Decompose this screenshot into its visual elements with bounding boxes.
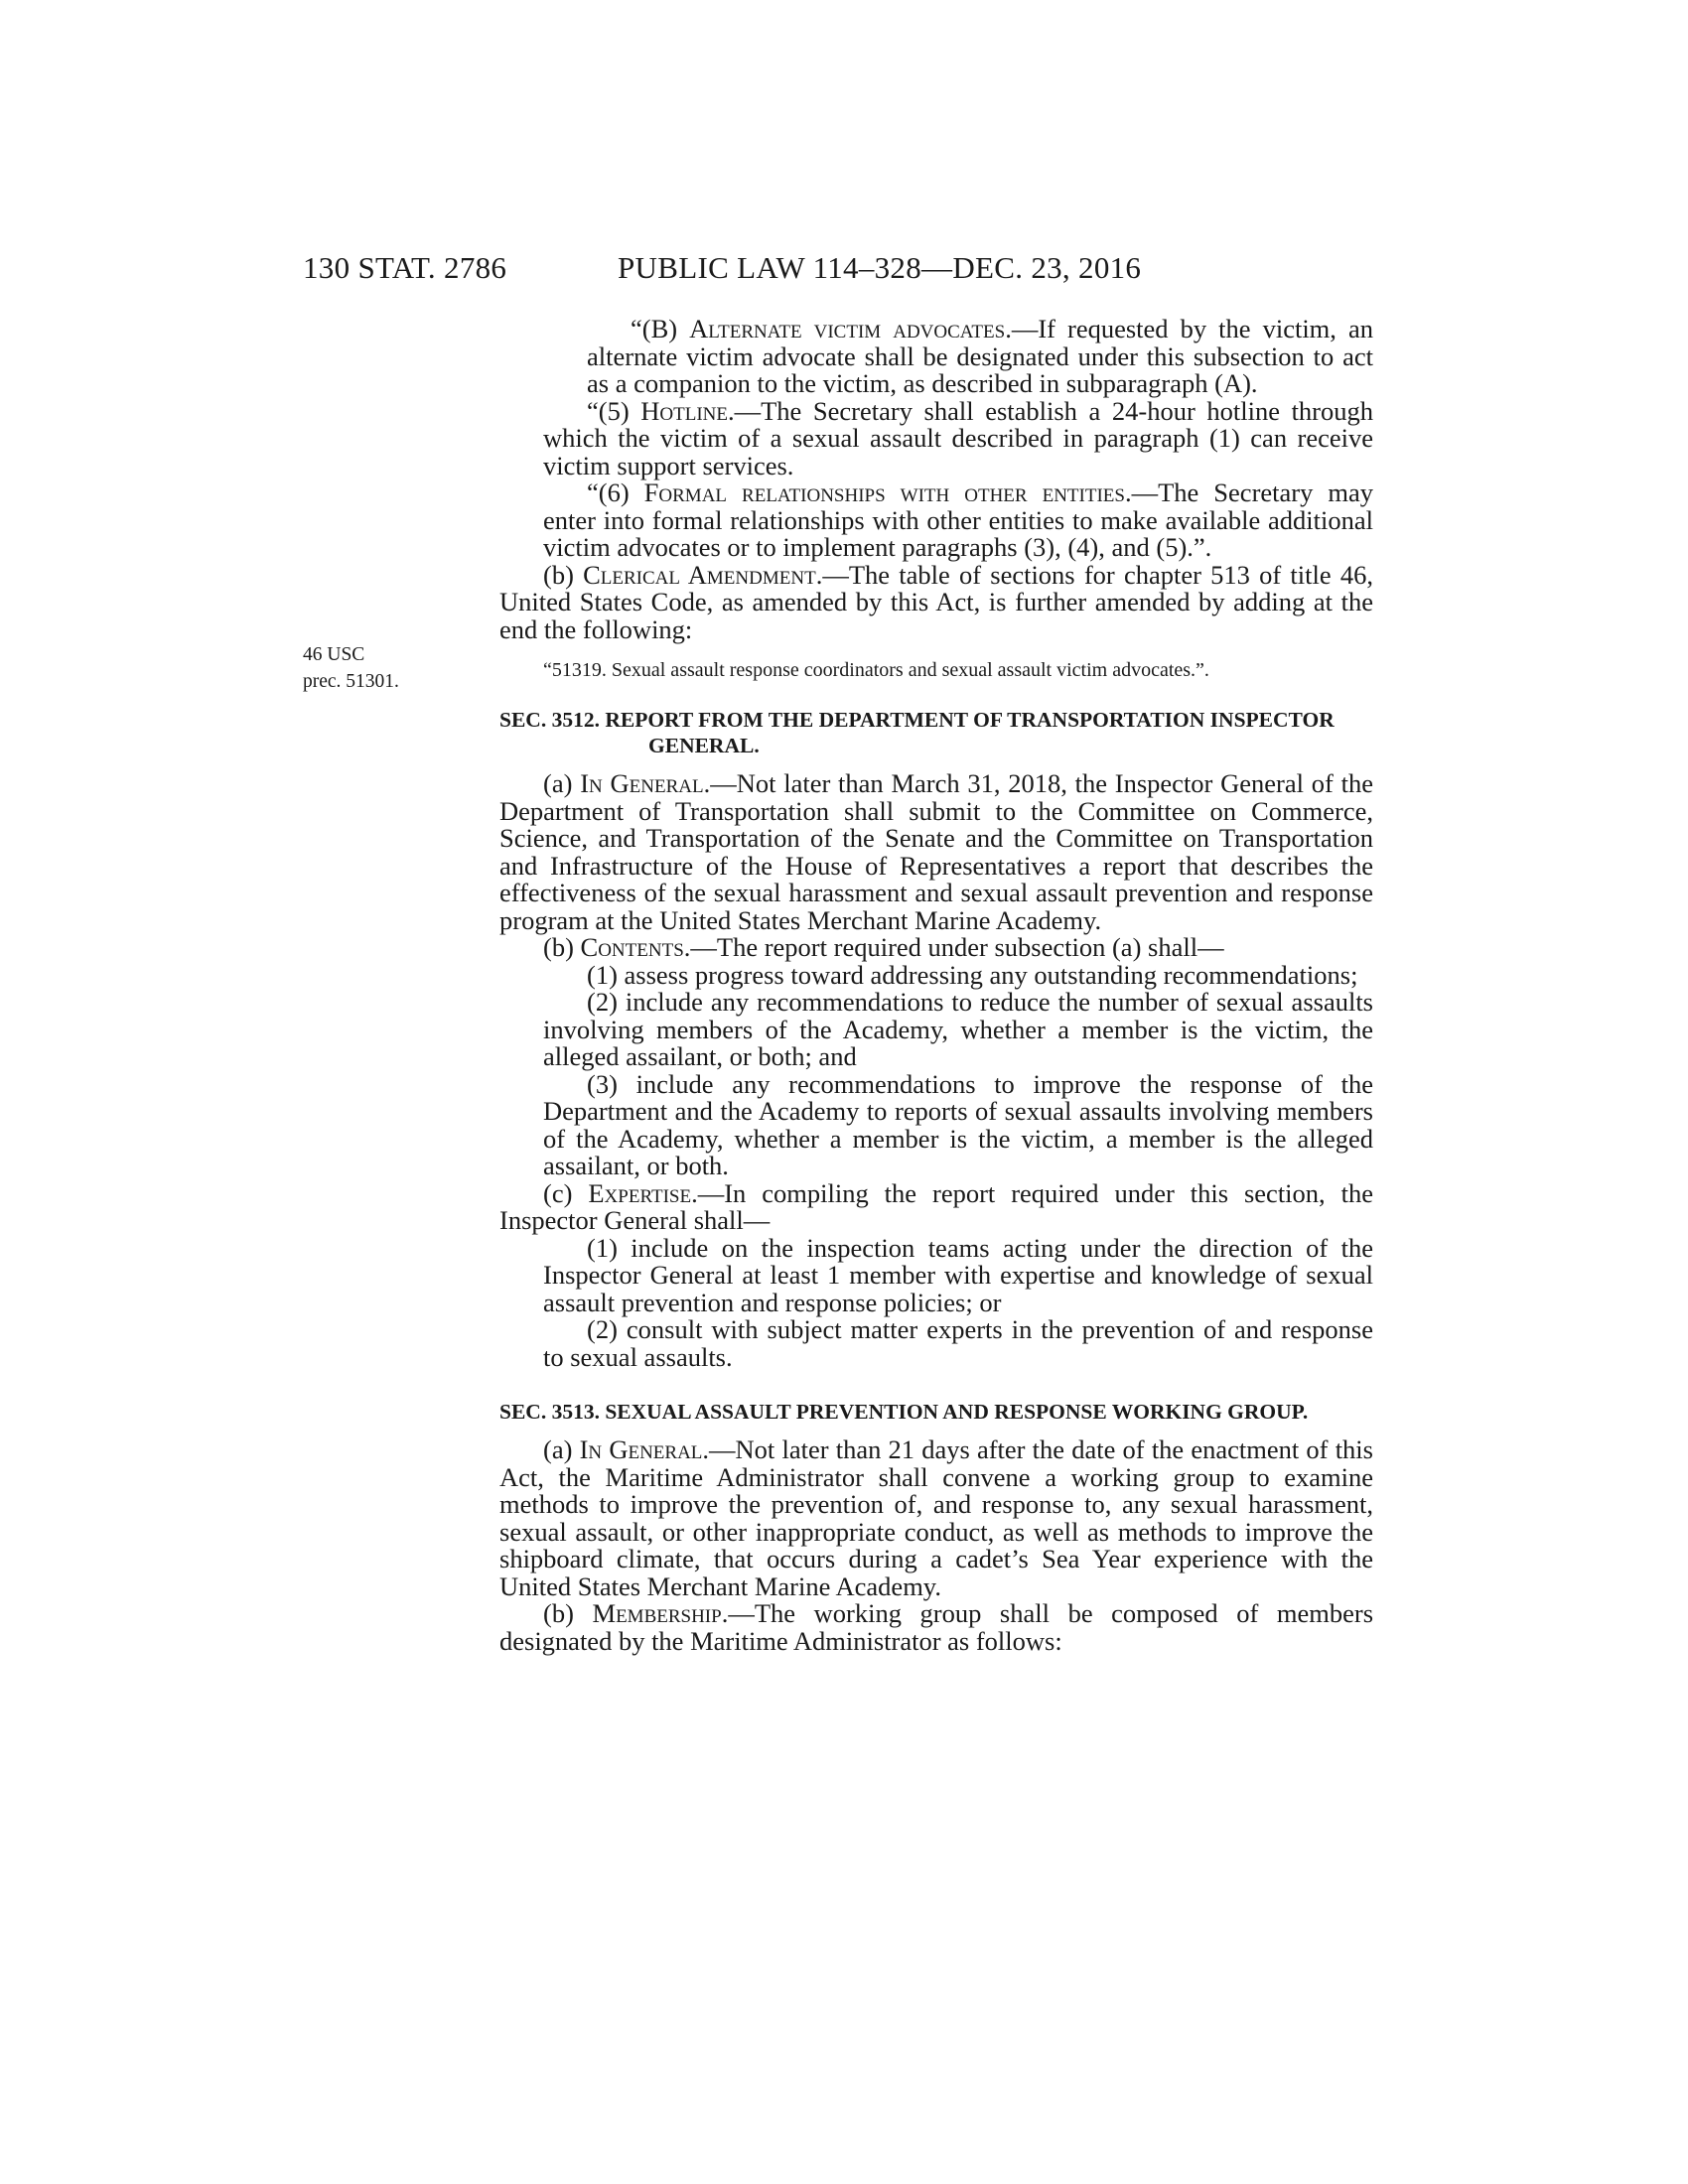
sec3513-subsection-a: (a) In General.—Not later than 21 days after the date of the enactment of this Act, the Maritime Administrator shall convene a working group to examine methods to improve the prevention of, and response to, any sexual harassment, sexual assault, or other inappropriate conduct, as well as methods to improve the shipboard climate, that occurs during a cadet’s Sea Year experience with the United States Merchant Marine Academy. [499, 1434, 1373, 1601]
paragraph-6-formal-relationships: “(6) Formal relationships with other entities.—The Secretary may enter into formal relationships with other entities to make available additional victim advocates or to implement paragraphs (3), (4), and (5).”. [543, 478, 1373, 562]
run-in-heading: Expertise [588, 1177, 692, 1208]
statute-page-reference: 130 STAT. 2786 [303, 250, 507, 285]
run-in-heading: In General [579, 1434, 703, 1464]
sec3512-b-item-3: (3) include any recommendations to improve the response of the Department and the Academy to reports of sexual assaults involving members of the Academy, whether a member is the victim, a member is the alleged assailant, or both. [543, 1068, 1373, 1180]
body-text [499, 316, 1373, 1655]
sec3512-subsection-a: (a) In General.—Not later than March 31, 2018, the Inspector General of the Department of Transportation shall submit to the Committee on Commerce, Science, and Transportation of the Senate and the Committee on Transportation and Infrastructure of the House of Representatives a report that describes the effectiveness of the sexual harassment and sexual assault prevention and response program at the United States Merchant Marine Academy. [499, 768, 1373, 935]
section-3512-heading: SEC. 3512. REPORT FROM THE DEPARTMENT OF TRANSPORTATION INSPECTOR GENERAL. [499, 708, 1335, 757]
run-in-heading: Clerical Amendment [583, 559, 816, 590]
sec3512-subsection-b: (b) Contents.—The report required under subsection (a) shall— [543, 932, 1224, 962]
section-3513-heading: SEC. 3513. SEXUAL ASSAULT PREVENTION AND RESPONSE WORKING GROUP. [499, 1400, 1309, 1424]
sec3513-subsection-b: (b) Membership.—The working group shall be composed of members designated by the Maritime Administrator as follows: [499, 1598, 1374, 1656]
sec3512-b-item-2: (2) include any recommendations to reduce the number of sexual assaults involving members of the Academy, whether a member is the victim, the alleged assailant, or both; and [543, 987, 1373, 1071]
run-in-heading: Alternate victim advocates [689, 314, 1006, 343]
paragraph-5-hotline: “(5) Hotline.—The Secretary shall establish a 24-hour hotline through which the victim of a sexual assault described in paragraph (1) can receive victim support services. [543, 395, 1373, 480]
run-in-heading: Contents [580, 932, 684, 962]
run-in-heading: Formal relationships with other entities [643, 478, 1125, 507]
sec3512-c-item-1: (1) include on the inspection teams acting under the direction of the Inspector General at least 1 member with expertise and knowledge of sexual assault prevention and response policies; or [543, 1232, 1373, 1317]
run-in-heading: Membership [592, 1598, 722, 1628]
run-in-heading: In General [580, 768, 704, 798]
margin-citation-line-1: 46 USC [303, 644, 365, 665]
sec3512-b-item-1: (1) assess progress toward addressing any outstanding recommendations; [587, 959, 1358, 990]
sec3512-c-item-2: (2) consult with subject matter experts in the prevention of and response to sexual assaults. [543, 1314, 1373, 1372]
table-of-sections-entry: “51319. Sexual assault response coordinators and sexual assault victim advocates.”. [543, 659, 1209, 681]
public-law-running-head: PUBLIC LAW 114–328—DEC. 23, 2016 [618, 250, 1142, 285]
subparagraph-b-alternate-advocates: “(B) Alternate victim advocates.—If requested by the victim, an alternate victim advocate shall be designated under this subsection to act as a companion to the victim, as described in subparagraph (A). [587, 314, 1373, 398]
subsection-b-clerical-amendment: (b) Clerical Amendment.—The table of sections for chapter 513 of title 46, United States Code, as amended by this Act, is further amended by adding at the end the following: [499, 559, 1373, 644]
margin-citation-line-2: prec. 51301. [303, 671, 399, 692]
sec3512-subsection-c: (c) Expertise.—In compiling the report required under this section, the Inspector General shall— [499, 1177, 1373, 1235]
run-in-heading: Hotline [640, 395, 728, 426]
